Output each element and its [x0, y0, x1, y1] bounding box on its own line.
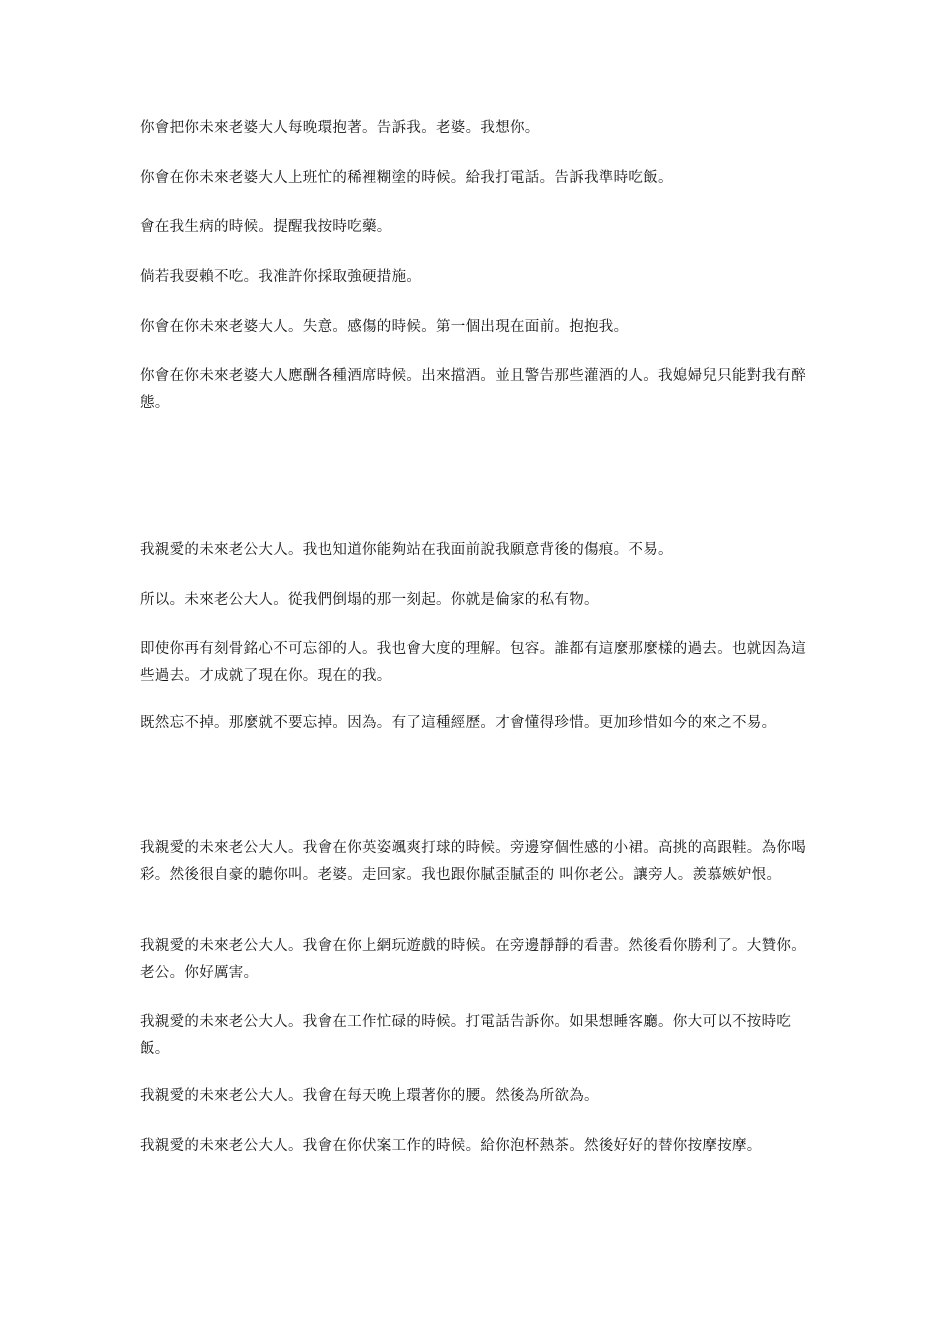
paragraph-4: 倘若我耍賴不吃。我准許你採取強硬措施。 [140, 269, 422, 285]
paragraph-9: 即使你再有刻骨銘心不可忘卻的人。我也會大度的理解。包容。誰都有這麼那麼樣的過去。也就因為這些過去。才成就了現在你。現在的我。 [140, 641, 806, 684]
paragraph-15: 我親愛的未來老公大人。我會在你伏案工作的時候。給你泡杯熱茶。然後好好的替你按摩按摩。 [140, 1138, 762, 1154]
paragraph-2: 你會在你未來老婆大人上班忙的稀裡糊塗的時候。給我打電話。告訴我準時吃飯。 [140, 170, 673, 186]
paragraph-10: 既然忘不掉。那麼就不要忘掉。因為。有了這種經歷。才會懂得珍惜。更加珍惜如今的來之不易。 [140, 715, 777, 731]
paragraph-11: 我親愛的未來老公大人。我會在你英姿颯爽打球的時候。旁邊穿個性感的小裙。高挑的高跟鞋。為你喝彩。然後很自豪的聽你叫。老婆。走回家。我也跟你膩歪膩歪的 叫你老公。讓旁人。羨慕嫉妒恨。 [140, 840, 806, 883]
paragraph-6: 你會在你未來老婆大人應酬各種酒席時候。出來擋酒。並且警告那些灌酒的人。我媳婦兒只能對我有醉態。 [140, 368, 806, 411]
paragraph-14: 我親愛的未來老公大人。我會在每天晚上環著你的腰。然後為所欲為。 [140, 1088, 599, 1104]
paragraph-5: 你會在你未來老婆大人。失意。感傷的時候。第一個出現在面前。抱抱我。 [140, 319, 629, 335]
paragraph-3: 會在我生病的時候。提醒我按時吃藥。 [140, 219, 392, 235]
paragraph-1: 你會把你未來老婆大人每晚環抱著。告訴我。老婆。我想你。 [140, 120, 540, 136]
paragraph-13: 我親愛的未來老公大人。我會在工作忙碌的時候。打電話告訴你。如果想睡客廳。你大可以不按時吃飯。 [140, 1014, 792, 1057]
paragraph-7: 我親愛的未來老公大人。我也知道你能夠站在我面前說我願意背後的傷痕。不易。 [140, 542, 673, 558]
paragraph-12: 我親愛的未來老公大人。我會在你上網玩遊戲的時候。在旁邊靜靜的看書。然後看你勝利了。大贊你。老公。你好厲害。 [140, 938, 806, 981]
paragraph-8: 所以。未來老公大人。從我們倒塌的那一刻起。你就是倫家的私有物。 [140, 592, 599, 608]
